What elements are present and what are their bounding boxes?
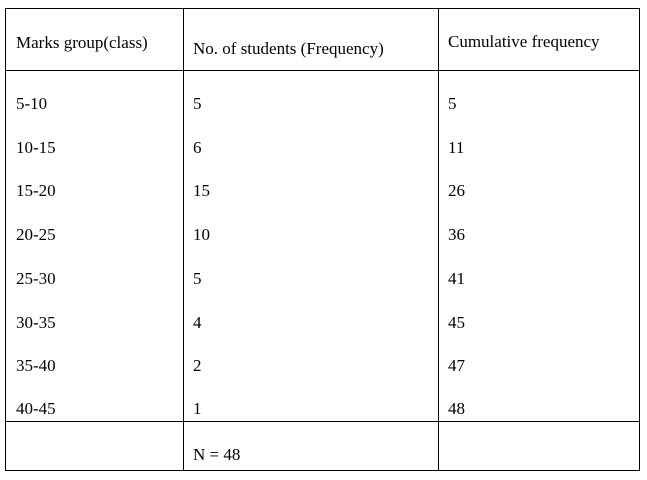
cell-frequency: 15 <box>193 181 210 200</box>
cell-cumulative: 36 <box>448 225 465 244</box>
header-frequency: No. of students (Frequency) <box>193 39 384 58</box>
cell-cumulative: 45 <box>448 313 465 332</box>
cell-class: 15-20 <box>16 181 56 200</box>
cell-cumulative: 48 <box>448 399 465 418</box>
cell-cumulative: 26 <box>448 181 465 200</box>
cell-frequency: 2 <box>193 356 202 375</box>
column-divider-1 <box>183 9 184 470</box>
cell-class: 20-25 <box>16 225 56 244</box>
cell-class: 35-40 <box>16 356 56 375</box>
header-divider <box>6 70 639 71</box>
footer-total: N = 48 <box>193 445 241 464</box>
cell-class: 25-30 <box>16 269 56 288</box>
cell-cumulative: 11 <box>448 138 465 157</box>
header-cumulative-frequency: Cumulative frequency <box>448 32 600 51</box>
cell-class: 10-15 <box>16 138 56 157</box>
cell-cumulative: 5 <box>448 94 457 113</box>
footer-divider <box>6 421 639 422</box>
cell-cumulative: 47 <box>448 356 465 375</box>
cell-frequency: 5 <box>193 269 202 288</box>
cell-frequency: 1 <box>193 399 202 418</box>
cell-class: 30-35 <box>16 313 56 332</box>
cell-frequency: 10 <box>193 225 210 244</box>
cell-class: 40-45 <box>16 399 56 418</box>
header-marks-group: Marks group(class) <box>16 33 148 52</box>
column-divider-2 <box>438 9 439 470</box>
cell-cumulative: 41 <box>448 269 465 288</box>
cell-frequency: 6 <box>193 138 202 157</box>
cell-class: 5-10 <box>16 94 48 113</box>
frequency-table <box>5 8 640 471</box>
cell-frequency: 5 <box>193 94 202 113</box>
cell-frequency: 4 <box>193 313 202 332</box>
